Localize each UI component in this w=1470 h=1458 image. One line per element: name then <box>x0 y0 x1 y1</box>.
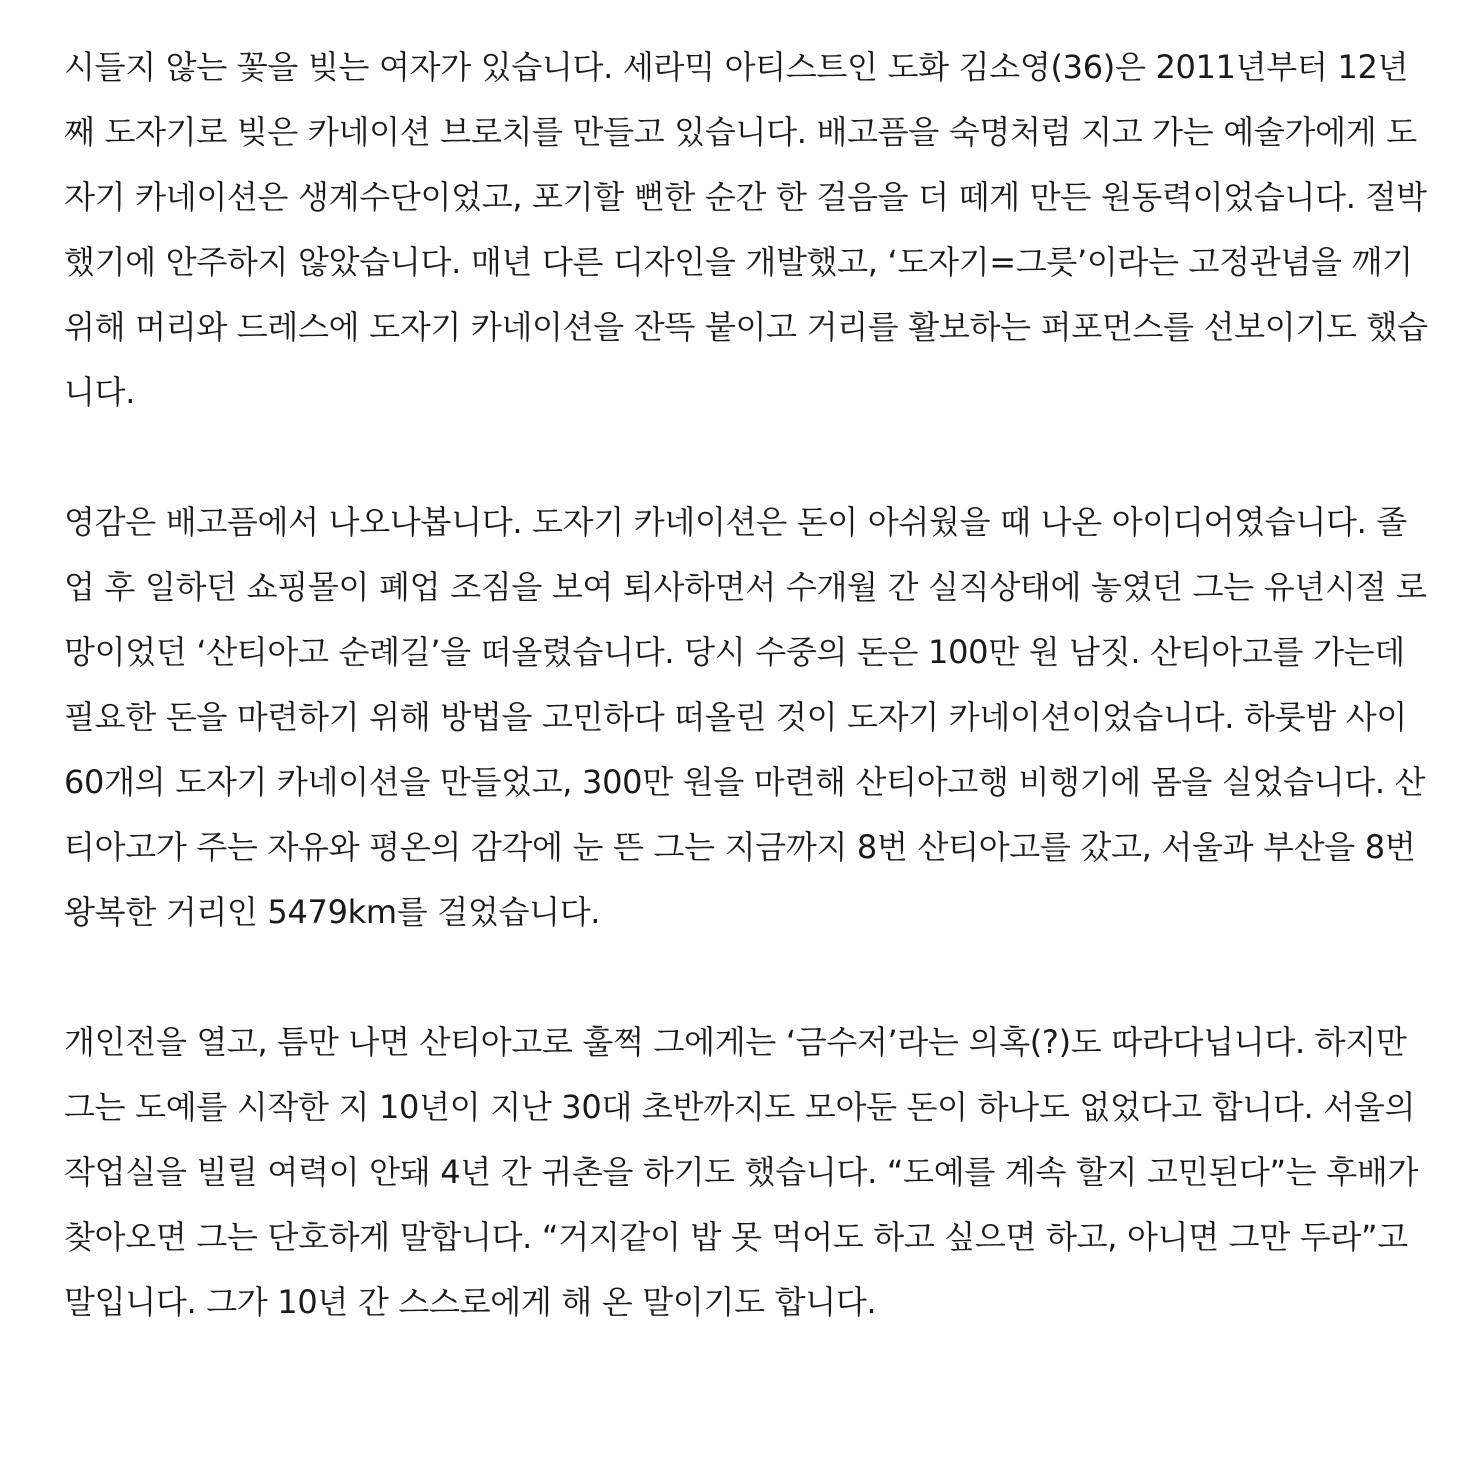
paragraph-inspiration: 영감은 배고픔에서 나오나봅니다. 도자기 카네이션은 돈이 아쉬웠을 때 나온 아이디어였습니다. 졸업 후 일하던 쇼핑몰이 폐업 조짐을 보여 퇴사하면서 수개월 간 실직상태에 놓였던 그는 유년시절 로망이었던 ‘산티아고 순례길’을 떠올렸습니다. 당시 수중의 돈은 100만 원 남짓. 산티아고를 가는데 필요한 돈을 마련하기 위해 방법을 고민하다 떠올린 것이 도자기 카네이션이었습니다. 하룻밤 사이 60개의 도자기 카네이션을 만들었고, 300만 원을 마련해 산티아고행 비행기에 몸을 실었습니다. 산티아고가 주는 자유와 평온의 감각에 눈 뜬 그는 지금까지 8번 산티아고를 갔고, 서울과 부산을 8번 왕복한 거리인 5479km를 걸었습니다. <box>64 503 1427 931</box>
paragraph-intro: 시들지 않는 꽃을 빚는 여자가 있습니다. 세라믹 아티스트인 도화 김소영(36)은 2011년부터 12년째 도자기로 빚은 카네이션 브로치를 만들고 있습니다. 배고픔을 숙명처럼 지고 가는 예술가에게 도자기 카네이션은 생계수단이었고, 포기할 뻔한 순간 한 걸음을 더 떼게 만든 원동력이었습니다. 절박했기에 안주하지 않았습니다. 매년 다른 디자인을 개발했고, ‘도자기=그릇’이라는 고정관념을 깨기 위해 머리와 드레스에 도자기 카네이션을 잔뜩 붙이고 거리를 활보하는 퍼포먼스를 선보이기도 했습니다. <box>64 48 1428 411</box>
paragraph-struggle: 개인전을 열고, 틈만 나면 산티아고로 훌쩍 그에게는 ‘금수저’라는 의혹(?)도 따라다닙니다. 하지만 그는 도예를 시작한 지 10년이 지난 30대 초반까지도 모아둔 돈이 하나도 없었다고 합니다. 서울의 작업실을 빌릴 여력이 안돼 4년 간 귀촌을 하기도 했습니다. “도예를 계속 할지 고민된다”는 후배가 찾아오면 그는 단호하게 말합니다. “거지같이 밥 못 먹어도 하고 싶으면 하고, 아니면 그만 두라”고 말입니다. 그가 10년 간 스스로에게 해 온 말이기도 합니다. <box>64 1023 1419 1321</box>
article-body <box>64 35 1436 1335</box>
